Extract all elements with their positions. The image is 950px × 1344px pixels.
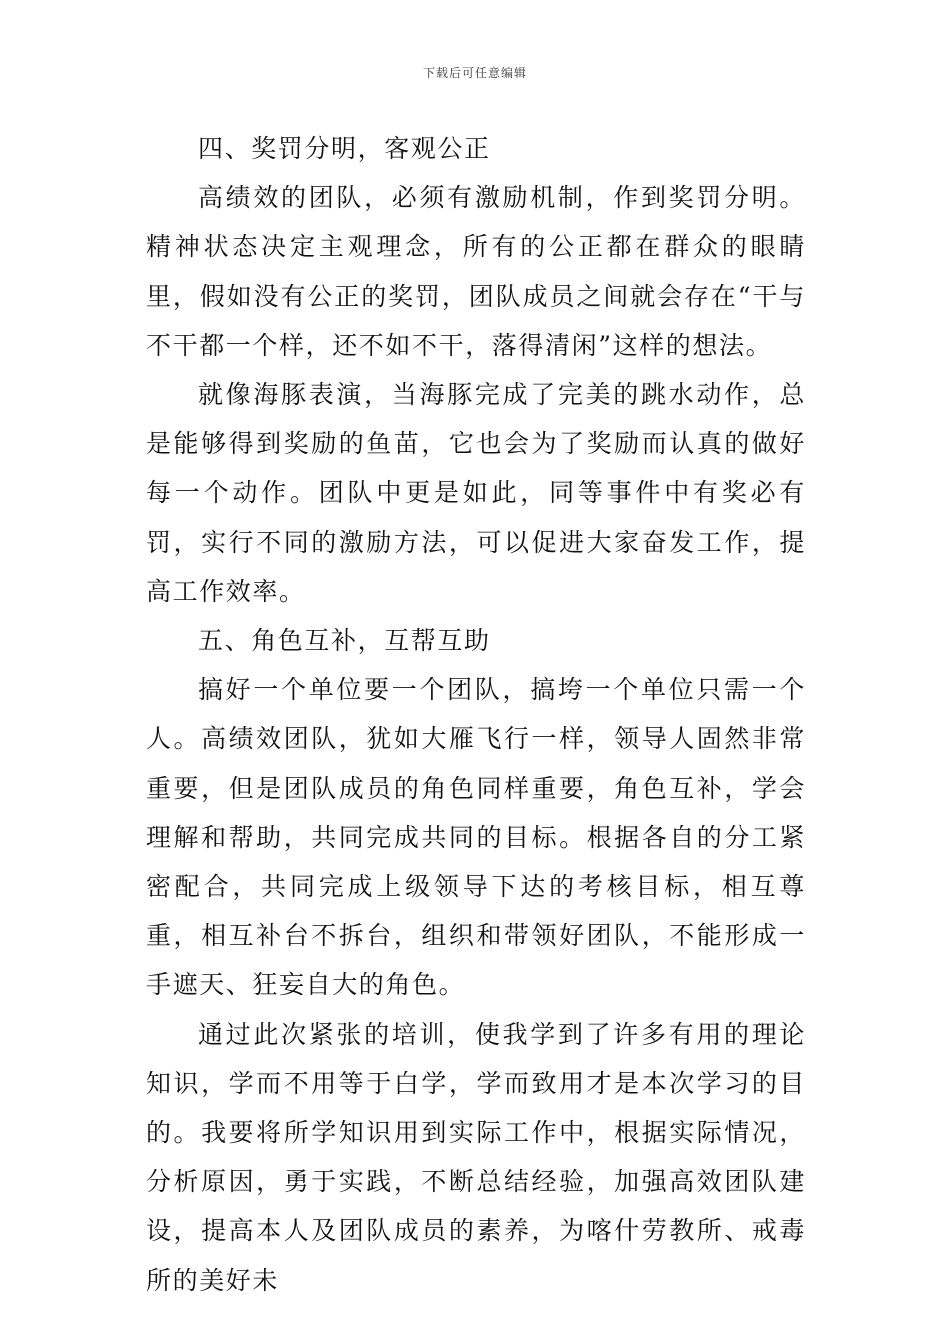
document-body [146, 124, 806, 1305]
paragraph-conclusion: 通过此次紧张的培训，使我学到了许多有用的理论知识，学而不用等于白学，学而致用才是本次学习的目的。我要将所学知识用到实际工作中，根据实际情况，分析原因，勇于实践，不断总结经验，加强高效团队建设，提高本人及团队成员的素养，为喀什劳教所、戒毒所的美好未 [146, 1019, 806, 1295]
paragraph-roles: 搞好一个单位要一个团队，搞垮一个单位只需一个人。高绩效团队，犹如大雁飞行一样，领导人固然非常重要，但是团队成员的角色同样重要，角色互补，学会理解和帮助，共同完成共同的目标。根据各自的分工紧密配合，共同完成上级领导下达的考核目标，相互尊重，相互补台不拆台，组织和带领好团队，不能形成一手遮天、狂妄自大的角色。 [146, 675, 806, 1000]
page-header: 下载后可任意编辑 [422, 66, 527, 80]
section-heading-4: 四、奖罚分明，客观公正 [198, 134, 491, 163]
paragraph-dolphin-example: 就像海豚表演，当海豚完成了完美的跳水动作，总是能够得到奖励的鱼苗，它也会为了奖励而认真的做好每一个动作。团队中更是如此，同等事件中有奖必有罚，实行不同的激励方法，可以促进大家奋发工作，提高工作效率。 [146, 380, 806, 606]
paragraph-incentive: 高绩效的团队，必须有激励机制，作到奖罚分明。精神状态决定主观理念，所有的公正都在群众的眼睛里，假如没有公正的奖罚，团队成员之间就会存在“干与不干都一个样，还不如不干，落得清闲”这样的想法。 [146, 183, 806, 360]
section-heading-5: 五、角色互补，互帮互助 [198, 626, 491, 656]
